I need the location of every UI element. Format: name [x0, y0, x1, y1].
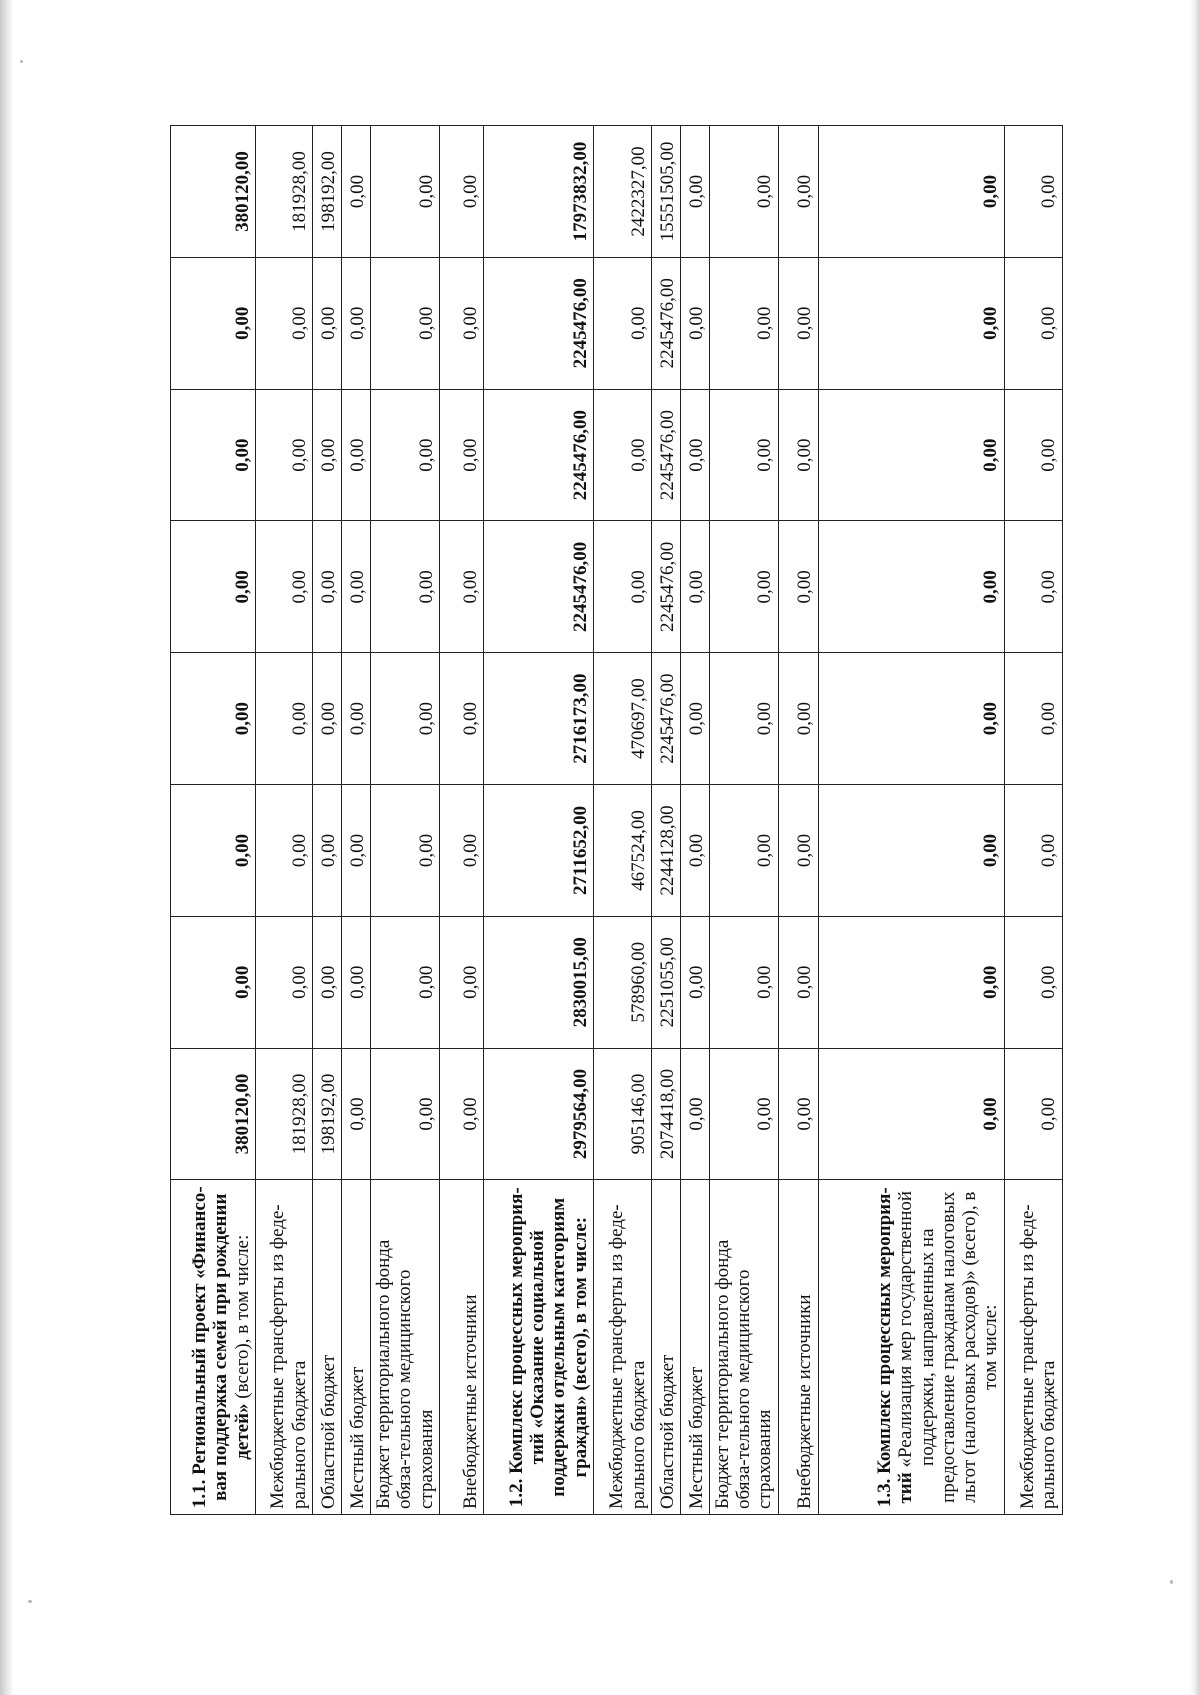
value-cell: 0,00 — [342, 916, 371, 1048]
value-cell: 2251055,00 — [651, 916, 680, 1048]
value-cell: 0,00 — [593, 389, 651, 521]
value-cell: 0,00 — [439, 1048, 483, 1180]
value-cell: 0,00 — [342, 785, 371, 917]
row-label — [709, 1180, 778, 1515]
rotated-page — [170, 125, 1070, 1515]
value-cell: 0,00 — [709, 126, 778, 258]
value-cell: 0,00 — [818, 389, 1004, 521]
value-cell: 0,00 — [709, 389, 778, 521]
value-cell: 0,00 — [818, 126, 1004, 258]
value-cell: 0,00 — [313, 389, 342, 521]
value-cell: 0,00 — [342, 257, 371, 389]
row-label-text: 1.3. Комплекс процессных мероприя-тий — [874, 1187, 917, 1508]
value-cell: 2245476,00 — [651, 521, 680, 653]
value-cell: 0,00 — [680, 126, 709, 258]
row-label-text: Внебюджетные источники — [459, 1294, 481, 1509]
row-label-text: Местный бюджет — [685, 1366, 707, 1509]
row-label-text: Внебюджетные источники — [794, 1294, 816, 1509]
row-label-text: Межбюджетные трансферты из феде-рального бюджета — [267, 1204, 310, 1509]
row-label-text: Бюджет территориального фонда обяза-тельного медицинского страхования — [373, 1239, 437, 1509]
value-cell: 17973832,00 — [483, 126, 593, 258]
scan-edge-left — [0, 0, 14, 1695]
value-cell: 0,00 — [680, 653, 709, 785]
value-cell: 0,00 — [171, 653, 256, 785]
value-cell: 0,00 — [709, 521, 778, 653]
table-row — [439, 126, 483, 1515]
value-cell: 0,00 — [439, 126, 483, 258]
value-cell: 470697,00 — [593, 653, 651, 785]
value-cell: 0,00 — [1004, 653, 1062, 785]
value-cell: 0,00 — [680, 389, 709, 521]
value-cell: 0,00 — [171, 916, 256, 1048]
value-cell: 181928,00 — [256, 1048, 313, 1180]
row-label — [342, 1180, 371, 1515]
value-cell: 2979564,00 — [483, 1048, 593, 1180]
row-label-text: Областной бюджет — [317, 1354, 339, 1509]
value-cell: 0,00 — [313, 916, 342, 1048]
row-label — [371, 1180, 440, 1515]
row-label-text: Межбюджетные трансферты из феде-рального бюджета — [1017, 1204, 1060, 1509]
row-label-text: 1.2. Комплекс процессных мероприя-тий «Оказание социальной поддержки отдельным категориям граждан» (всего), в том числе: — [505, 1187, 591, 1508]
value-cell: 0,00 — [171, 389, 256, 521]
row-label — [1004, 1180, 1062, 1515]
value-cell: 2245476,00 — [483, 257, 593, 389]
value-cell: 0,00 — [778, 257, 818, 389]
table-row — [483, 126, 593, 1515]
value-cell: 0,00 — [371, 1048, 440, 1180]
value-cell: 0,00 — [778, 389, 818, 521]
value-cell: 0,00 — [342, 1048, 371, 1180]
value-cell: 0,00 — [1004, 521, 1062, 653]
value-cell: 0,00 — [778, 785, 818, 917]
value-cell: 0,00 — [256, 389, 313, 521]
table-row — [651, 126, 680, 1515]
row-label — [593, 1180, 651, 1515]
value-cell: 0,00 — [371, 785, 440, 917]
table-row — [313, 126, 342, 1515]
row-label-text: Межбюджетные трансферты из феде-рального бюджета — [606, 1204, 649, 1509]
value-cell: 0,00 — [680, 521, 709, 653]
scan-speck — [1170, 1580, 1173, 1584]
row-label — [439, 1180, 483, 1515]
value-cell: 0,00 — [709, 257, 778, 389]
value-cell: 0,00 — [439, 389, 483, 521]
value-cell: 0,00 — [313, 521, 342, 653]
value-cell: 2716173,00 — [483, 653, 593, 785]
value-cell: 0,00 — [1004, 916, 1062, 1048]
value-cell: 0,00 — [371, 916, 440, 1048]
value-cell: 0,00 — [1004, 1048, 1062, 1180]
value-cell: 0,00 — [778, 916, 818, 1048]
table-row — [1004, 126, 1062, 1515]
value-cell: 0,00 — [371, 389, 440, 521]
value-cell: 0,00 — [256, 785, 313, 917]
scan-edge-right — [1190, 0, 1200, 1695]
value-cell: 0,00 — [313, 653, 342, 785]
row-label — [171, 1180, 256, 1515]
value-cell: 0,00 — [256, 653, 313, 785]
value-cell: 0,00 — [778, 1048, 818, 1180]
value-cell: 2422327,00 — [593, 126, 651, 258]
row-label-text: (всего), в том числе: — [231, 1234, 253, 1404]
row-label — [313, 1180, 342, 1515]
value-cell: 0,00 — [371, 653, 440, 785]
row-label — [483, 1180, 593, 1515]
value-cell: 0,00 — [818, 916, 1004, 1048]
value-cell: 0,00 — [256, 521, 313, 653]
value-cell: 0,00 — [593, 257, 651, 389]
table-row — [371, 126, 440, 1515]
value-cell: 2245476,00 — [483, 521, 593, 653]
value-cell: 0,00 — [778, 521, 818, 653]
value-cell: 0,00 — [439, 653, 483, 785]
value-cell: 0,00 — [778, 126, 818, 258]
value-cell: 0,00 — [256, 257, 313, 389]
value-cell: 578960,00 — [593, 916, 651, 1048]
value-cell: 198192,00 — [313, 126, 342, 258]
value-cell: 0,00 — [371, 257, 440, 389]
value-cell: 0,00 — [342, 126, 371, 258]
value-cell: 0,00 — [1004, 126, 1062, 258]
table-row — [818, 126, 1004, 1515]
value-cell: 0,00 — [342, 653, 371, 785]
value-cell: 0,00 — [439, 916, 483, 1048]
row-label-text: «Реализация мер государственной поддержки, направленных на предоставление гражданам налоговых льгот (налоговых расходов)» (всего), в том числе: — [895, 1190, 1002, 1503]
value-cell: 0,00 — [171, 785, 256, 917]
row-label-text: 1.1. Региональный проект «Финансо-вая поддержка семей при рождении детей» — [189, 1186, 253, 1509]
value-cell: 0,00 — [680, 916, 709, 1048]
value-cell: 2245476,00 — [651, 257, 680, 389]
table-row — [709, 126, 778, 1515]
value-cell: 0,00 — [818, 257, 1004, 389]
table-row — [342, 126, 371, 1515]
scan-speck — [20, 60, 23, 63]
row-label-text: Бюджет территориального фонда обяза-тельного медицинского страхования — [711, 1239, 776, 1509]
value-cell: 0,00 — [1004, 257, 1062, 389]
budget-table — [170, 125, 1063, 1515]
value-cell: 2830015,00 — [483, 916, 593, 1048]
value-cell: 0,00 — [709, 1048, 778, 1180]
scan-speck — [28, 1600, 32, 1603]
table-row — [593, 126, 651, 1515]
value-cell: 0,00 — [342, 521, 371, 653]
row-label-text: Местный бюджет — [346, 1366, 368, 1509]
value-cell: 0,00 — [313, 785, 342, 917]
row-label-text: Областной бюджет — [656, 1354, 678, 1509]
value-cell: 0,00 — [313, 257, 342, 389]
value-cell: 0,00 — [593, 521, 651, 653]
value-cell: 0,00 — [371, 521, 440, 653]
value-cell: 0,00 — [680, 257, 709, 389]
value-cell: 0,00 — [1004, 389, 1062, 521]
value-cell: 0,00 — [680, 785, 709, 917]
value-cell: 0,00 — [818, 653, 1004, 785]
value-cell: 2245476,00 — [483, 389, 593, 521]
value-cell: 2244128,00 — [651, 785, 680, 917]
value-cell: 0,00 — [439, 785, 483, 917]
value-cell: 0,00 — [709, 653, 778, 785]
value-cell: 0,00 — [1004, 785, 1062, 917]
value-cell: 0,00 — [171, 521, 256, 653]
value-cell: 380120,00 — [171, 126, 256, 258]
value-cell: 0,00 — [709, 916, 778, 1048]
value-cell: 0,00 — [680, 1048, 709, 1180]
row-label — [256, 1180, 313, 1515]
value-cell: 0,00 — [818, 521, 1004, 653]
value-cell: 0,00 — [818, 785, 1004, 917]
value-cell: 2245476,00 — [651, 389, 680, 521]
value-cell: 0,00 — [818, 1048, 1004, 1180]
row-label — [651, 1180, 680, 1515]
value-cell: 0,00 — [439, 521, 483, 653]
value-cell: 0,00 — [439, 257, 483, 389]
value-cell: 905146,00 — [593, 1048, 651, 1180]
value-cell: 2074418,00 — [651, 1048, 680, 1180]
value-cell: 198192,00 — [313, 1048, 342, 1180]
value-cell: 2245476,00 — [651, 653, 680, 785]
table-row — [680, 126, 709, 1515]
row-label — [680, 1180, 709, 1515]
table-row — [256, 126, 313, 1515]
value-cell: 0,00 — [171, 257, 256, 389]
row-label — [778, 1180, 818, 1515]
value-cell: 0,00 — [709, 785, 778, 917]
row-label — [818, 1180, 1004, 1515]
value-cell: 181928,00 — [256, 126, 313, 258]
value-cell: 15551505,00 — [651, 126, 680, 258]
value-cell: 2711652,00 — [483, 785, 593, 917]
table-row — [171, 126, 256, 1515]
value-cell: 0,00 — [778, 653, 818, 785]
value-cell: 0,00 — [256, 916, 313, 1048]
value-cell: 0,00 — [342, 389, 371, 521]
value-cell: 0,00 — [371, 126, 440, 258]
value-cell: 380120,00 — [171, 1048, 256, 1180]
table-row — [778, 126, 818, 1515]
value-cell: 467524,00 — [593, 785, 651, 917]
